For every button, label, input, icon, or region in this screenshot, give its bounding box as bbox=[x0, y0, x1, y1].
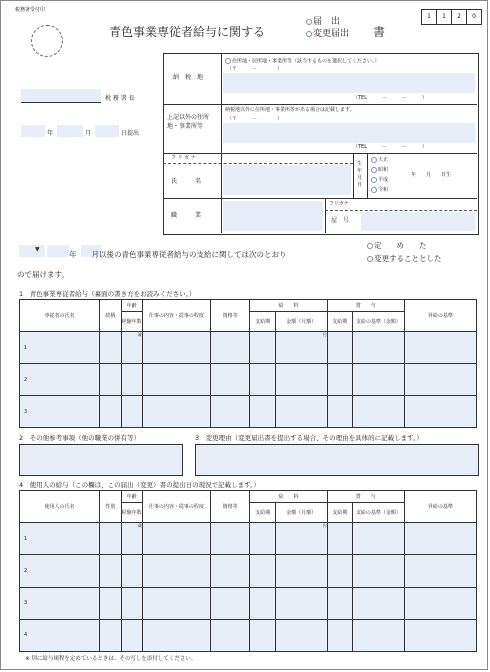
cell-input[interactable] bbox=[250, 332, 275, 364]
radio-icon[interactable] bbox=[367, 256, 373, 262]
doc-digit: 0 bbox=[467, 9, 482, 25]
cell-input[interactable] bbox=[142, 332, 210, 364]
cell-input[interactable] bbox=[404, 396, 476, 428]
col-exp: 経験年数 bbox=[121, 503, 142, 523]
cell-input[interactable]: 円 bbox=[275, 523, 327, 555]
birth-label: 生年月日 bbox=[357, 161, 363, 188]
cell-input[interactable]: 歳 bbox=[121, 523, 142, 555]
cell-input[interactable] bbox=[275, 555, 327, 587]
cell-input[interactable] bbox=[100, 364, 121, 396]
footnote: ※ 別に給与規程を定めているときは、その写しを添付してください。 bbox=[25, 656, 197, 662]
era-option[interactable]: 平成 bbox=[371, 175, 388, 185]
col-age: 年齢 bbox=[121, 491, 142, 503]
cell-input[interactable] bbox=[121, 619, 142, 651]
cell-input[interactable] bbox=[327, 523, 352, 555]
cell-input[interactable] bbox=[353, 364, 405, 396]
radio-icon[interactable] bbox=[371, 167, 377, 173]
cell-input[interactable] bbox=[210, 364, 250, 396]
cell-input[interactable] bbox=[250, 523, 275, 555]
section1-title: 1 青色事業専従者給与（裏面の書き方をお読みください。） bbox=[19, 290, 196, 298]
radio-icon[interactable] bbox=[371, 157, 377, 163]
row-num[interactable]: 3 bbox=[20, 587, 100, 619]
year-input[interactable] bbox=[21, 125, 45, 137]
col-qual: 資格等 bbox=[210, 300, 250, 332]
cell-input[interactable] bbox=[100, 555, 121, 587]
radio-icon[interactable] bbox=[371, 177, 377, 183]
cell-input[interactable] bbox=[275, 396, 327, 428]
radio-icon[interactable] bbox=[306, 19, 312, 25]
doc-number bbox=[421, 9, 482, 25]
stamp-label: 税務署受付印 bbox=[15, 7, 46, 13]
col-rel: 続柄 bbox=[100, 300, 121, 332]
year-label: 年 bbox=[47, 130, 54, 137]
cell-input[interactable] bbox=[210, 396, 250, 428]
name-furigana: フ リ ガ ナ bbox=[171, 155, 196, 161]
table-row bbox=[20, 332, 477, 364]
table-row bbox=[20, 619, 477, 651]
col-s-time: 支給期 bbox=[250, 312, 275, 332]
col-salary: 給 料 bbox=[250, 491, 327, 503]
job-furigana: フリガナ bbox=[329, 201, 349, 207]
era-select[interactable] bbox=[19, 245, 45, 257]
cell-input[interactable] bbox=[327, 587, 352, 619]
period-tail: ので届けます。 bbox=[17, 270, 69, 279]
row-num[interactable]: 2 bbox=[20, 555, 100, 587]
cell-input[interactable] bbox=[121, 364, 142, 396]
cell-input[interactable] bbox=[275, 587, 327, 619]
row-num[interactable]: 4 bbox=[20, 619, 100, 651]
cell-input[interactable] bbox=[142, 619, 210, 651]
cell-input[interactable] bbox=[142, 396, 210, 428]
cell-input[interactable] bbox=[100, 587, 121, 619]
row-num[interactable]: 3 bbox=[20, 396, 100, 428]
period-text: 年 月以後の青色事業専従者給与の支給に関しては次のとおり bbox=[69, 250, 287, 259]
table-row bbox=[20, 587, 477, 619]
cell-input[interactable] bbox=[404, 619, 476, 651]
col-exp: 経験年数 bbox=[121, 312, 142, 332]
cell-input[interactable] bbox=[210, 619, 250, 651]
cell-input[interactable] bbox=[210, 523, 250, 555]
office-suffix: 税 務 署 長 bbox=[105, 95, 135, 102]
cell-input[interactable] bbox=[210, 587, 250, 619]
cell-input[interactable] bbox=[353, 587, 405, 619]
name-input[interactable] bbox=[223, 165, 351, 195]
cell-input[interactable] bbox=[327, 555, 352, 587]
cell-input[interactable] bbox=[142, 364, 210, 396]
table-row bbox=[20, 364, 477, 396]
cell-input[interactable] bbox=[100, 396, 121, 428]
cell-input[interactable] bbox=[404, 587, 476, 619]
col-s-amt: 金額（月額） bbox=[275, 312, 327, 332]
reason-input[interactable] bbox=[195, 444, 479, 476]
title-suffix: 書 bbox=[373, 25, 386, 39]
day-label: 日提出 bbox=[121, 130, 140, 137]
era-option[interactable]: 大正 bbox=[371, 155, 388, 165]
cell-input[interactable] bbox=[121, 396, 142, 428]
cell-input[interactable] bbox=[142, 587, 210, 619]
addr2-label: 上記以外の住所地・事業所等 bbox=[167, 114, 210, 130]
addr-input[interactable] bbox=[223, 73, 475, 93]
col-name: 専従者の氏名 bbox=[20, 300, 100, 332]
period-options bbox=[367, 239, 442, 265]
cell-input[interactable] bbox=[121, 555, 142, 587]
cell-input[interactable] bbox=[353, 332, 405, 364]
cell-input[interactable] bbox=[250, 364, 275, 396]
cell-input[interactable] bbox=[327, 332, 352, 364]
era-option[interactable]: 令和 bbox=[371, 185, 388, 195]
page-title: 青色事業専従者給与に関する bbox=[109, 25, 266, 39]
cell-input[interactable] bbox=[275, 364, 327, 396]
chevron-down-icon[interactable]: ▼ bbox=[35, 246, 40, 253]
addr-tel: （TEL － － ） bbox=[353, 95, 428, 101]
section2-title: 2 その他参考事項（他の職業の併有等） bbox=[19, 434, 141, 442]
month-label: 月 bbox=[85, 130, 92, 137]
addr2-postal: （〒 － ） bbox=[227, 116, 283, 122]
job-input[interactable] bbox=[223, 201, 323, 231]
table-row bbox=[20, 555, 477, 587]
cell-input[interactable] bbox=[100, 523, 121, 555]
row-num[interactable]: 1 bbox=[20, 332, 100, 364]
doc-digit: 1 bbox=[421, 9, 437, 25]
shop-label: 屋 号 bbox=[331, 217, 350, 224]
cell-input[interactable] bbox=[250, 587, 275, 619]
staff-table bbox=[19, 490, 477, 652]
addr2-tel: （TEL － － ） bbox=[353, 144, 428, 150]
addr-postal: （〒 － ） bbox=[227, 66, 283, 72]
col-work: 仕事の内容・従事の程度 bbox=[142, 491, 210, 523]
col-b-std: 支給の基準（金額） bbox=[353, 312, 405, 332]
shop-input[interactable] bbox=[361, 212, 475, 231]
col-raise: 昇給の基準 bbox=[404, 491, 476, 523]
doc-digit: 1 bbox=[437, 9, 452, 25]
cell-input[interactable] bbox=[404, 555, 476, 587]
cell-input[interactable] bbox=[327, 396, 352, 428]
cell-input[interactable] bbox=[327, 619, 352, 651]
birth-ymd: 年 月 日生 bbox=[411, 172, 452, 178]
cell-input[interactable] bbox=[250, 555, 275, 587]
row-num[interactable]: 2 bbox=[20, 364, 100, 396]
cell-input[interactable] bbox=[404, 332, 476, 364]
cell-input[interactable] bbox=[100, 619, 121, 651]
period-year-input[interactable] bbox=[47, 245, 69, 257]
period-option[interactable]: 定 め た bbox=[367, 239, 442, 252]
cell-input[interactable] bbox=[275, 619, 327, 651]
col-b-std: 支給の基準（金額） bbox=[353, 503, 405, 523]
cell-input[interactable] bbox=[210, 332, 250, 364]
month-input[interactable] bbox=[57, 125, 83, 137]
employee-table bbox=[19, 299, 477, 428]
cell-input[interactable] bbox=[121, 587, 142, 619]
col-salary: 給 料 bbox=[250, 300, 327, 312]
col-s-amt: 金額（月額） bbox=[275, 503, 327, 523]
cell-input[interactable] bbox=[353, 555, 405, 587]
cell-input[interactable]: 歳 bbox=[121, 332, 142, 364]
col-qual: 資格等 bbox=[210, 491, 250, 523]
cell-input[interactable]: 円 bbox=[275, 332, 327, 364]
cell-input[interactable] bbox=[250, 396, 275, 428]
notes-input[interactable] bbox=[19, 444, 183, 476]
section4-title: 4 使用人の給与（この欄は、この届出（変更）書の提出日の現況で記載します。） bbox=[19, 481, 260, 489]
radio-icon[interactable] bbox=[371, 187, 377, 193]
table-row bbox=[20, 523, 477, 555]
title-options bbox=[306, 16, 349, 40]
table-row bbox=[20, 396, 477, 428]
cell-input[interactable] bbox=[142, 555, 210, 587]
cell-input[interactable] bbox=[250, 619, 275, 651]
doc-digit: 2 bbox=[452, 9, 467, 25]
col-bonus: 賞 与 bbox=[327, 300, 404, 312]
section3-title: 3 変更理由（変更届出書を提出する場合、その理由を具体的に記載します。） bbox=[195, 434, 423, 442]
cell-input[interactable] bbox=[100, 332, 121, 364]
cell-input[interactable] bbox=[404, 364, 476, 396]
cell-input[interactable] bbox=[210, 555, 250, 587]
period-option[interactable]: 変更することとした bbox=[367, 252, 442, 265]
col-raise: 昇給の基準 bbox=[404, 300, 476, 332]
cell-input[interactable] bbox=[404, 523, 476, 555]
cell-input[interactable] bbox=[327, 364, 352, 396]
cell-input[interactable] bbox=[353, 396, 405, 428]
col-s-time: 支給期 bbox=[250, 503, 275, 523]
radio-icon[interactable] bbox=[306, 31, 312, 37]
col-bonus: 賞 与 bbox=[327, 491, 404, 503]
col-age: 年齢 bbox=[121, 300, 142, 312]
col-name: 使用人の氏名 bbox=[20, 491, 100, 523]
row-num[interactable]: 1 bbox=[20, 523, 100, 555]
radio-icon[interactable] bbox=[225, 58, 231, 64]
title-option[interactable]: 変更届出 bbox=[306, 28, 349, 40]
col-b-time: 支給期 bbox=[327, 312, 352, 332]
stamp-circle bbox=[31, 25, 63, 57]
col-b-time: 支給期 bbox=[327, 503, 352, 523]
addr-label: 納 税 地 bbox=[173, 74, 204, 81]
cell-input[interactable] bbox=[353, 619, 405, 651]
col-sex: 性別 bbox=[100, 491, 121, 523]
job-label: 職 業 bbox=[171, 212, 202, 219]
era-options bbox=[371, 155, 388, 195]
cell-input[interactable] bbox=[353, 523, 405, 555]
day-input[interactable] bbox=[95, 125, 119, 137]
addr-choices: 住所地・居所地・事業所等（該当するものを選択してください。） bbox=[225, 58, 380, 65]
era-option[interactable]: 昭和 bbox=[371, 165, 388, 175]
office-input[interactable] bbox=[21, 89, 101, 103]
addr2-input[interactable] bbox=[223, 123, 475, 143]
cell-input[interactable] bbox=[142, 523, 210, 555]
name-label: 氏 名 bbox=[171, 178, 202, 185]
col-work: 仕事の内容・従事の程度 bbox=[142, 300, 210, 332]
addr2-note: 納税地以外に住所地・事業所等がある場合は記載します。 bbox=[225, 107, 355, 113]
radio-icon[interactable] bbox=[367, 243, 373, 249]
title-option[interactable]: 届 出 bbox=[306, 16, 349, 28]
